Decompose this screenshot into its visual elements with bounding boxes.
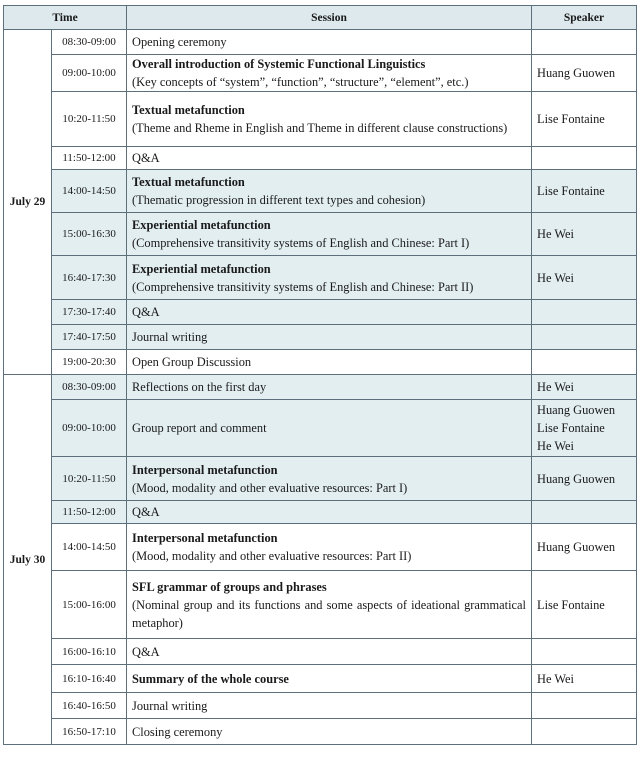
speaker-cell [532,665,637,693]
session-description: (Theme and Rheme in English and Theme in different clause constructions) [132,121,508,135]
day-date: July 29 [4,30,52,375]
session-cell [127,639,532,665]
schedule-row [4,300,637,325]
speaker-cell [532,457,637,501]
schedule-row [4,457,637,501]
session-time: 17:30-17:40 [52,300,127,325]
speaker-cell [532,375,637,400]
session-cell [127,170,532,213]
session-description: Closing ceremony [132,724,223,739]
session-time: 16:40-16:50 [52,693,127,719]
session-cell [127,325,532,350]
speaker-cell [532,501,637,524]
session-cell [127,350,532,375]
session-description: (Thematic progression in different text types and cohesion) [132,193,426,207]
session-title: Interpersonal metafunction [132,462,278,477]
schedule-row [4,639,637,665]
session-description: Opening ceremony [132,35,227,49]
session-cell [127,92,532,147]
session-cell [127,375,532,400]
speaker-name: Huang Guowen [537,540,616,554]
day-date: July 30 [4,375,52,745]
session-time: 14:00-14:50 [52,524,127,571]
session-title: Summary of the whole course [132,671,289,686]
session-time: 11:50-12:00 [52,501,127,524]
speaker-name: Lise Fontaine [537,421,605,435]
speaker-cell [532,325,637,350]
speaker-cell [532,524,637,571]
session-description: Journal writing [132,698,208,713]
session-description: Open Group Discussion [132,355,252,369]
session-time: 08:30-09:00 [52,375,127,400]
speaker-cell [532,147,637,170]
session-title: Experiential metafunction [132,261,271,276]
speaker-name: Huang Guowen [537,471,616,486]
schedule-table [3,5,637,745]
schedule-row [4,325,637,350]
session-description: Group report and comment [132,421,267,435]
speaker-name: Lise Fontaine [537,184,605,198]
schedule-row [4,55,637,92]
speaker-cell [532,30,637,55]
session-time: 08:30-09:00 [52,30,127,55]
session-cell [127,665,532,693]
session-cell [127,693,532,719]
session-cell [127,55,532,92]
session-time: 16:10-16:40 [52,665,127,693]
speaker-cell [532,256,637,300]
schedule-row [4,524,637,571]
speaker-name: Huang Guowen [537,403,616,417]
schedule-row [4,256,637,300]
speaker-cell [532,400,637,457]
session-time: 10:20-11:50 [52,457,127,501]
session-cell [127,147,532,170]
schedule-row [4,170,637,213]
schedule-row [4,375,637,400]
session-cell [127,524,532,571]
session-time: 15:00-16:00 [52,571,127,639]
session-cell [127,30,532,55]
session-time: 11:50-12:00 [52,147,127,170]
session-time: 19:00-20:30 [52,350,127,375]
speaker-cell [532,170,637,213]
speaker-cell [532,571,637,639]
schedule-row [4,665,637,693]
schedule-row [4,350,637,375]
session-description: Reflections on the first day [132,380,267,394]
speaker-name: He Wei [537,270,574,285]
session-description: (Mood, modality and other evaluative resources: Part II) [132,549,412,563]
session-title: Interpersonal metafunction [132,531,278,545]
speaker-cell [532,92,637,147]
session-time: 14:00-14:50 [52,170,127,213]
session-time: 10:20-11:50 [52,92,127,147]
session-time: 16:50-17:10 [52,719,127,745]
schedule-row [4,501,637,524]
schedule-row [4,693,637,719]
session-description: (Nominal group and its functions and some aspects of ideational grammatical metaphor) [132,597,526,630]
header-session: Session [127,6,532,30]
schedule-row [4,400,637,457]
header-time: Time [4,6,127,30]
schedule-row [4,719,637,745]
session-title: Textual metafunction [132,175,245,189]
speaker-name: He Wei [537,439,574,453]
header-row [4,6,637,30]
session-time: 16:40-17:30 [52,256,127,300]
speaker-cell [532,693,637,719]
session-cell [127,400,532,457]
session-description: Q&A [132,151,160,165]
speaker-name: He Wei [537,671,574,686]
session-description: (Mood, modality and other evaluative resources: Part I) [132,480,408,495]
session-description: (Key concepts of “system”, “function”, “structure”, “element”, etc.) [132,75,469,89]
speaker-name: Lise Fontaine [537,597,605,612]
speaker-name: He Wei [537,227,574,241]
schedule-body [4,30,637,745]
session-description: (Comprehensive transitivity systems of English and Chinese: Part II) [132,279,474,294]
session-time: 15:00-16:30 [52,213,127,256]
session-cell [127,213,532,256]
session-cell [127,256,532,300]
session-time: 09:00-10:00 [52,400,127,457]
session-description: Q&A [132,505,160,519]
speaker-cell [532,55,637,92]
speaker-cell [532,639,637,665]
header-speaker: Speaker [532,6,637,30]
session-cell [127,457,532,501]
session-time: 09:00-10:00 [52,55,127,92]
schedule-row [4,30,637,55]
session-description: Q&A [132,644,160,659]
session-description: Journal writing [132,330,208,344]
session-description: (Comprehensive transitivity systems of English and Chinese: Part I) [132,236,470,250]
speaker-cell [532,300,637,325]
session-title: SFL grammar of groups and phrases [132,579,327,594]
session-cell [127,300,532,325]
session-cell [127,501,532,524]
speaker-name: He Wei [537,380,574,394]
schedule-row [4,92,637,147]
speaker-cell [532,350,637,375]
schedule-row [4,213,637,256]
session-description: Q&A [132,305,160,319]
session-time: 16:00-16:10 [52,639,127,665]
session-time: 17:40-17:50 [52,325,127,350]
session-cell [127,719,532,745]
speaker-name: Lise Fontaine [537,112,605,126]
speaker-cell [532,719,637,745]
schedule-row [4,571,637,639]
session-title: Textual metafunction [132,103,245,117]
schedule-row [4,147,637,170]
session-title: Overall introduction of Systemic Functional Linguistics [132,57,426,71]
session-cell [127,571,532,639]
speaker-name: Huang Guowen [537,66,616,80]
speaker-cell [532,213,637,256]
session-title: Experiential metafunction [132,218,271,232]
